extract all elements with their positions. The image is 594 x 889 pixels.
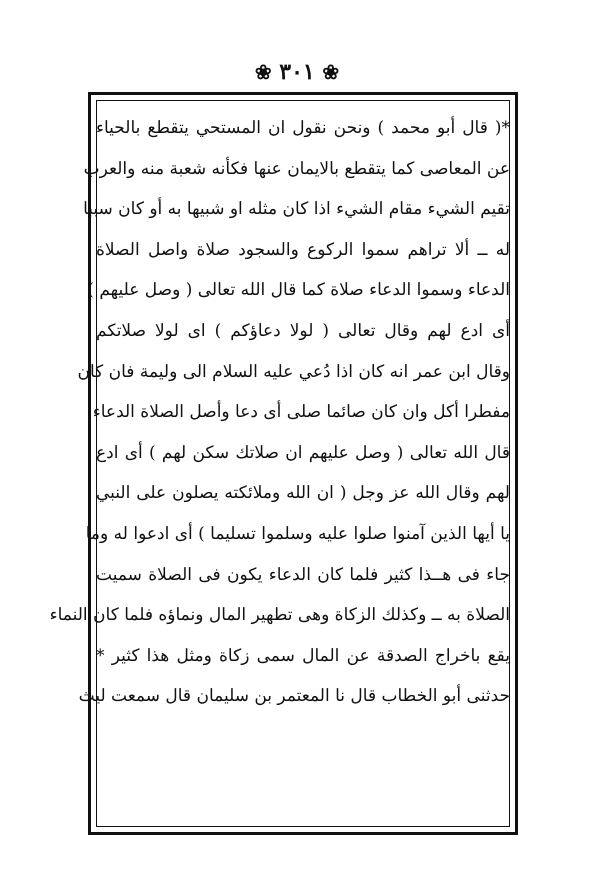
text-line: وقال ابن عمر انه كان اذا دُعي عليه السلام الى وليمة فان كان (77, 361, 510, 382)
text-line: جاء فى هــذا كثير فلما كان الدعاء يكون فى الصلاة سميت (96, 564, 510, 585)
text-line: مفطرا أكل وان كان صائما صلى أى دعا وأصل الصلاة الدعاء (92, 402, 510, 423)
text-line: الصلاة به ــ وكذلك الزكاة وهى تطهير المال ونماؤه فلما كان النماء (49, 605, 510, 626)
page-number (0, 58, 594, 86)
ornament-left-icon: ❀ (254, 60, 272, 84)
page-number-text: ٣٠١ (279, 59, 315, 85)
text-line: لهم وقال الله عز وجل ( ان الله وملائكته يصلون على النبي (96, 483, 510, 504)
text-line: قال الله تعالى ( وصل عليهم ان صلاتك سكن لهم ) أى ادع (96, 442, 510, 463)
text-line: عن المعاصى كما يتقطع بالايمان عنها فكأنه شعبة منه والعرب (83, 158, 510, 179)
text-line: الدعاء وسموا الدعاء صلاة كما قال الله تعالى ( وصل عليهم ) (87, 280, 510, 301)
text-line: تقيم الشيء مقام الشيء اذا كان مثله او شبيها به أو كان سببا (83, 199, 510, 220)
ornament-right-icon: ❀ (322, 60, 340, 84)
text-line: له ــ ألا تراهم سموا الركوع والسجود صلاة واصل الصلاة (96, 239, 510, 260)
text-line: *( قال أبو محمد ) ونحن نقول ان المستحي يتقطع بالحياء (96, 118, 510, 138)
text-body (49, 108, 510, 717)
text-line: حدثنى أبو الخطاب قال نا المعتمر بن سليمان قال سمعت ليث (78, 686, 510, 707)
text-line: أى ادع لهم وقال تعالى ( لولا دعاؤكم ) اى لولا صلاتكم (96, 320, 510, 341)
text-line: يقع باخراج الصدقة عن المال سمى زكاة ومثل هذا كثير * (96, 645, 510, 666)
text-line: يا أيها الذين آمنوا صلوا عليه وسلموا تسليما ) أى ادعوا له وما (85, 523, 510, 544)
